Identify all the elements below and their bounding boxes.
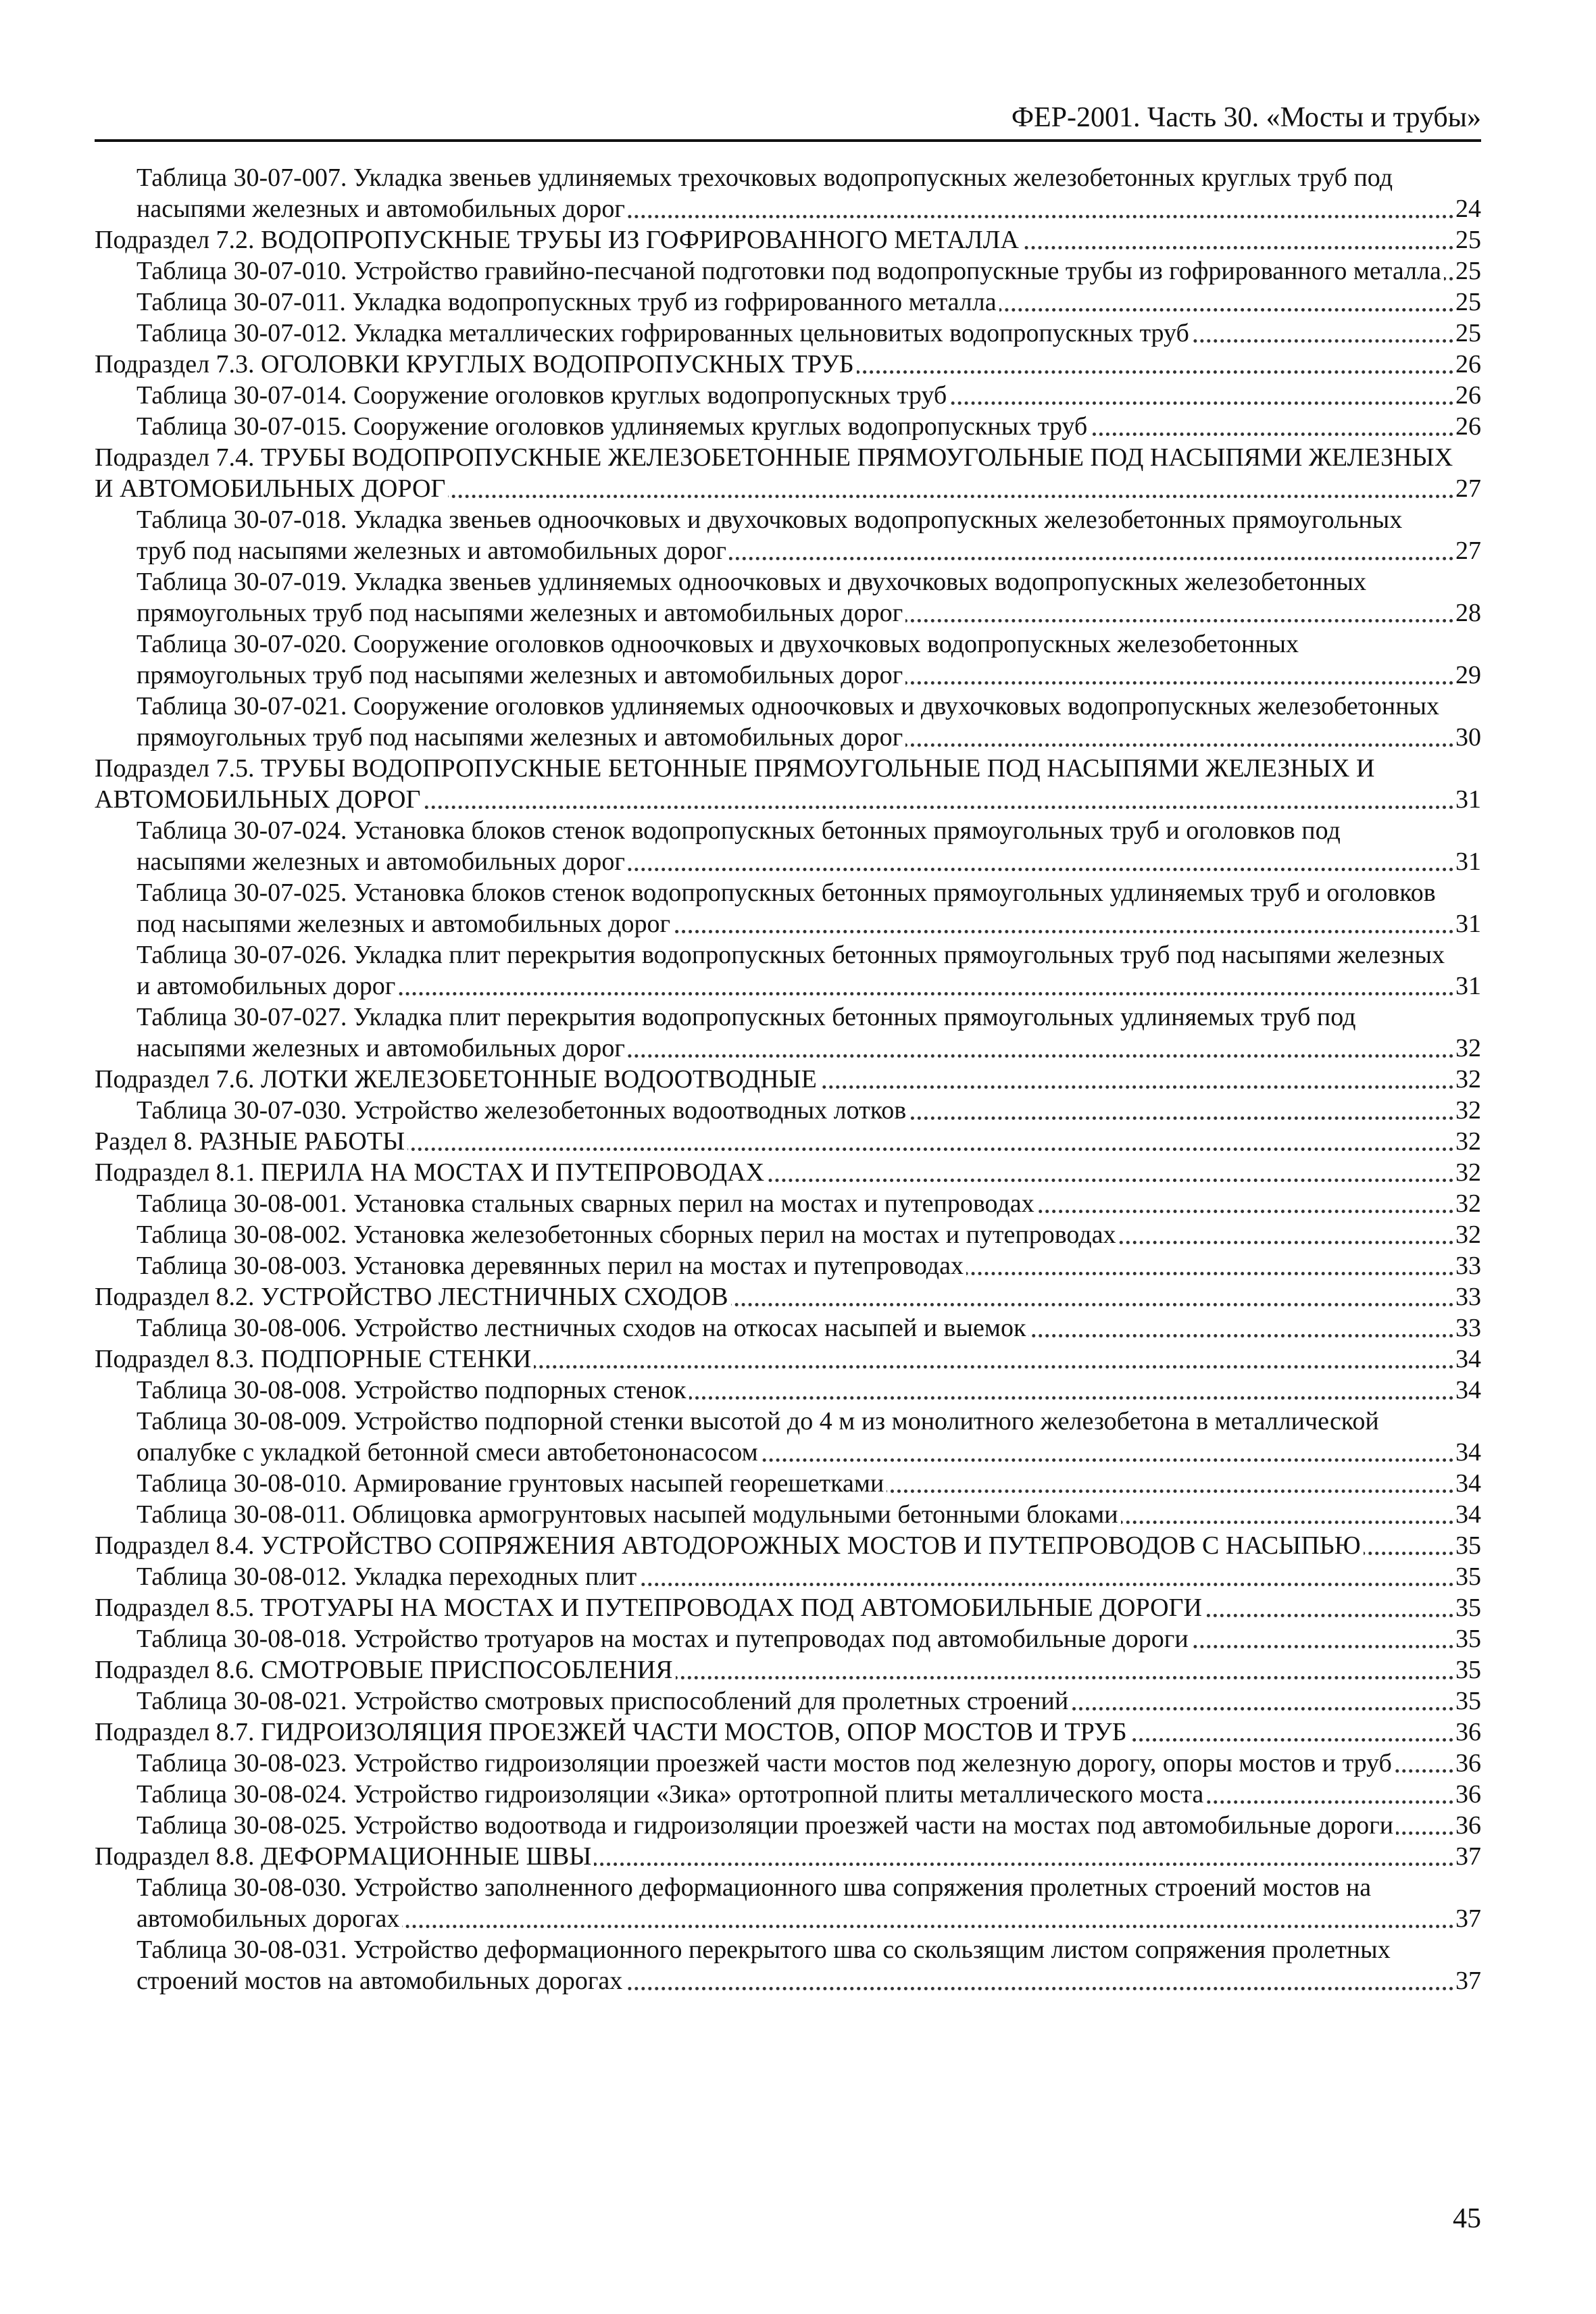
toc-entry-text-wrap — [95, 1344, 1454, 1375]
toc-entry-page: 35 — [1455, 1562, 1481, 1591]
toc-table-entry — [95, 1872, 1481, 1934]
toc-entry-title: Таблица 30-07-026. Укладка плит перекрытия водопропускных бетонных прямоугольных труб под насыпями железных и автомобильных дорог — [136, 941, 1445, 1000]
toc-entry-text-wrap — [136, 162, 1454, 224]
toc-table-entry — [95, 1095, 1481, 1126]
toc-entry-title: Таблица 30-07-010. Устройство гравийно-песчаной подготовки под водопропускные трубы из гофрированного металла — [136, 257, 1444, 285]
toc-section-entry — [95, 1064, 1481, 1095]
toc-table-entry — [95, 1406, 1481, 1468]
toc-section-entry — [95, 1126, 1481, 1157]
toc-entry-title: Таблица 30-08-023. Устройство гидроизоляции проезжей части мостов под железную дорогу, опоры мостов и труб — [136, 1749, 1395, 1777]
toc-entry-title: Таблица 30-07-007. Укладка звеньев удлиняемых трехочковых водопропускных железобетонных круглых труб под насыпями железных и автомобильных дорог — [136, 164, 1393, 223]
toc-entry-title: Таблица 30-08-002. Установка железобетонных сборных перил на мостах и путепроводах — [136, 1221, 1119, 1249]
toc-entry-title: Подраздел 7.6. ЛОТКИ ЖЕЛЕЗОБЕТОННЫЕ ВОДООТВОДНЫЕ — [95, 1065, 820, 1093]
toc-entry-page: 35 — [1455, 1625, 1481, 1653]
toc-entry-title: Таблица 30-07-021. Сооружение оголовков удлиняемых одноочковых и двухочковых водопропускных железобетонных прямоугольных труб под насыпями железных и автомобильных дорог — [136, 692, 1440, 752]
toc-entry-page: 36 — [1455, 1811, 1481, 1840]
toc-entry-text-wrap — [136, 1685, 1454, 1717]
toc-entry-page: 34 — [1455, 1345, 1481, 1373]
toc-entry-text-wrap — [136, 287, 1454, 318]
toc-entry-title: Подраздел 7.3. ОГОЛОВКИ КРУГЛЫХ ВОДОПРОПУСКНЫХ ТРУБ — [95, 350, 857, 378]
toc-entry-text-wrap — [136, 504, 1454, 566]
toc-entry-text-wrap — [95, 224, 1454, 255]
toc-entry-page: 32 — [1455, 1127, 1481, 1156]
toc-table-entry — [95, 1623, 1481, 1654]
toc-table-entry — [95, 162, 1481, 224]
toc-section-entry — [95, 349, 1481, 380]
toc-entry-title: Таблица 30-07-011. Укладка водопропускных труб из гофрированного металла — [136, 288, 999, 316]
page-number: 45 — [1453, 2203, 1481, 2234]
toc-entry-title: Таблица 30-07-024. Установка блоков стенок водопропускных бетонных прямоугольных труб и оголовков под насыпями железных и автомобильных дорог — [136, 816, 1341, 876]
toc-entry-page: 27 — [1455, 537, 1481, 565]
toc-table-entry — [95, 1748, 1481, 1779]
toc-section-entry — [95, 1157, 1481, 1188]
toc-entry-page: 35 — [1455, 1531, 1481, 1560]
header-rule — [95, 139, 1481, 142]
toc-entry-title: Таблица 30-08-024. Устройство гидроизоляции «Зика» ортотропной плиты металлического моста — [136, 1780, 1206, 1808]
toc-entry-text-wrap — [136, 691, 1454, 753]
toc-table-entry — [95, 1375, 1481, 1406]
toc-entry-page: 31 — [1455, 910, 1481, 938]
toc-entry-text-wrap — [136, 318, 1454, 349]
toc-entry-page: 36 — [1455, 1749, 1481, 1777]
toc-entry-page: 32 — [1455, 1158, 1481, 1187]
toc-entry-text-wrap — [136, 1779, 1454, 1810]
toc-entry-title: Таблица 30-07-014. Сооружение оголовков круглых водопропускных труб — [136, 381, 949, 410]
toc-entry-text-wrap — [95, 1126, 1454, 1157]
toc-table-entry — [95, 1312, 1481, 1344]
toc-entry-page: 31 — [1455, 785, 1481, 814]
toc-entry-text-wrap — [95, 349, 1454, 380]
toc-entry-text-wrap — [95, 1157, 1454, 1188]
toc-entry-title: Таблица 30-08-030. Устройство заполненного деформационного шва сопряжения пролетных строений мостов на автомобильных дорогах — [136, 1873, 1372, 1933]
toc-entry-page: 25 — [1455, 319, 1481, 347]
toc-entry-text-wrap — [136, 1188, 1454, 1219]
toc-entry-text-wrap — [136, 1375, 1454, 1406]
toc-entry-page: 25 — [1455, 226, 1481, 254]
toc-section-entry — [95, 442, 1481, 504]
toc-entry-title: Подраздел 7.2. ВОДОПРОПУСКНЫЕ ТРУБЫ ИЗ ГОФРИРОВАННОГО МЕТАЛЛА — [95, 226, 1022, 254]
toc-table-entry — [95, 1779, 1481, 1810]
toc-section-entry — [95, 1344, 1481, 1375]
toc-entry-title: Подраздел 8.3. ПОДПОРНЫЕ СТЕНКИ — [95, 1345, 534, 1373]
toc-table-entry — [95, 287, 1481, 318]
toc-table-entry — [95, 877, 1481, 939]
toc-entry-text-wrap — [136, 1872, 1454, 1934]
toc-entry-text-wrap — [136, 411, 1454, 442]
toc-entry-page: 32 — [1455, 1096, 1481, 1125]
toc-entry-page: 34 — [1455, 1438, 1481, 1467]
toc-entry-page: 34 — [1455, 1376, 1481, 1404]
toc-entry-text-wrap — [136, 1623, 1454, 1654]
toc-section-entry — [95, 1592, 1481, 1623]
toc-entry-page: 35 — [1455, 1594, 1481, 1622]
toc-entry-page: 25 — [1455, 288, 1481, 316]
toc-entry-page: 35 — [1455, 1656, 1481, 1684]
toc-entry-page: 36 — [1455, 1718, 1481, 1746]
toc-entry-text-wrap — [136, 255, 1454, 287]
toc-entry-text-wrap — [136, 939, 1454, 1002]
table-of-contents — [95, 162, 1481, 1996]
toc-entry-page: 30 — [1455, 723, 1481, 752]
toc-entry-text-wrap — [136, 1250, 1454, 1281]
toc-entry-page: 27 — [1455, 474, 1481, 503]
toc-table-entry — [95, 1810, 1481, 1841]
toc-entry-title: Таблица 30-07-012. Укладка металлических гофрированных цельновитых водопропускных труб — [136, 319, 1192, 347]
toc-entry-page: 28 — [1455, 599, 1481, 627]
toc-section-entry — [95, 1841, 1481, 1872]
toc-table-entry — [95, 380, 1481, 411]
toc-entry-title: Таблица 30-08-021. Устройство смотровых приспособлений для пролетных строений — [136, 1687, 1071, 1715]
toc-entry-page: 33 — [1455, 1314, 1481, 1342]
toc-entry-text-wrap — [136, 815, 1454, 877]
toc-entry-title: Таблица 30-08-018. Устройство тротуаров на мостах и путепроводах под автомобильные дороги — [136, 1625, 1191, 1653]
toc-entry-title: Таблица 30-07-020. Сооружение оголовков одноочковых и двухочковых водопропускных железобетонных прямоугольных труб под насыпями железных и автомобильных дорог — [136, 630, 1299, 689]
toc-table-entry — [95, 1188, 1481, 1219]
toc-entry-page: 37 — [1455, 1904, 1481, 1933]
toc-entry-text-wrap — [95, 1841, 1454, 1872]
toc-entry-text-wrap — [136, 1810, 1454, 1841]
toc-entry-text-wrap — [95, 1530, 1454, 1561]
toc-entry-title: Таблица 30-08-031. Устройство деформационного перекрытого шва со скользящим листом сопряжения пролетных строений мостов на автомобильных дорогах — [136, 1936, 1391, 1995]
toc-entry-text-wrap — [95, 1281, 1454, 1312]
toc-entry-page: 32 — [1455, 1034, 1481, 1062]
toc-table-entry — [95, 1468, 1481, 1499]
toc-entry-page: 32 — [1455, 1221, 1481, 1249]
running-header: ФЕР-2001. Часть 30. «Мосты и трубы» — [1011, 102, 1481, 133]
toc-entry-title: Подраздел 8.7. ГИДРОИЗОЛЯЦИЯ ПРОЕЗЖЕЙ ЧАСТИ МОСТОВ, ОПОР МОСТОВ И ТРУБ — [95, 1718, 1130, 1746]
toc-table-entry — [95, 411, 1481, 442]
toc-table-entry — [95, 1934, 1481, 1996]
toc-entry-page: 26 — [1455, 381, 1481, 410]
toc-entry-text-wrap — [136, 1219, 1454, 1250]
toc-entry-text-wrap — [136, 1406, 1454, 1468]
toc-entry-page: 36 — [1455, 1780, 1481, 1808]
toc-entry-title: Таблица 30-08-003. Установка деревянных перил на мостах и путепроводах — [136, 1252, 966, 1280]
toc-table-entry — [95, 318, 1481, 349]
toc-entry-page: 37 — [1455, 1842, 1481, 1871]
toc-entry-text-wrap — [136, 1312, 1454, 1344]
toc-entry-page: 24 — [1455, 195, 1481, 223]
toc-entry-text-wrap — [136, 1934, 1454, 1996]
toc-entry-page: 37 — [1455, 1967, 1481, 1995]
toc-table-entry — [95, 566, 1481, 629]
toc-table-entry — [95, 1685, 1481, 1717]
toc-entry-text-wrap — [136, 566, 1454, 629]
toc-entry-title: Подраздел 7.5. ТРУБЫ ВОДОПРОПУСКНЫЕ БЕТОННЫЕ ПРЯМОУГОЛЬНЫЕ ПОД НАСЫПЯМИ ЖЕЛЕЗНЫХ И АВТОМОБИЛЬНЫХ ДОРОГ — [95, 754, 1375, 814]
toc-entry-page: 29 — [1455, 661, 1481, 689]
toc-entry-title: Подраздел 8.6. СМОТРОВЫЕ ПРИСПОСОБЛЕНИЯ — [95, 1656, 676, 1684]
toc-entry-title: Подраздел 8.2. УСТРОЙСТВО ЛЕСТНИЧНЫХ СХОДОВ — [95, 1283, 731, 1311]
toc-entry-text-wrap — [136, 629, 1454, 691]
toc-entry-page: 31 — [1455, 972, 1481, 1000]
toc-entry-text-wrap — [95, 442, 1454, 504]
toc-entry-page: 31 — [1455, 847, 1481, 876]
toc-entry-text-wrap — [136, 1002, 1454, 1064]
toc-entry-page: 32 — [1455, 1065, 1481, 1093]
toc-entry-text-wrap — [95, 1592, 1454, 1623]
toc-entry-title: Таблица 30-08-001. Установка стальных сварных перил на мостах и путепроводах — [136, 1189, 1037, 1218]
toc-entry-title: Таблица 30-08-006. Устройство лестничных сходов на откосах насыпей и выемок — [136, 1314, 1028, 1342]
toc-entry-text-wrap — [136, 380, 1454, 411]
toc-entry-title: Таблица 30-07-015. Сооружение оголовков удлиняемых круглых водопропускных труб — [136, 412, 1090, 441]
toc-section-entry — [95, 224, 1481, 255]
toc-entry-title: Таблица 30-08-010. Армирование грунтовых насыпей георешетками — [136, 1469, 887, 1498]
toc-entry-title: Таблица 30-07-027. Укладка плит перекрытия водопропускных бетонных прямоугольных удлиняемых труб под насыпями железных и автомобильных дорог — [136, 1003, 1356, 1062]
toc-table-entry — [95, 504, 1481, 566]
toc-table-entry — [95, 1219, 1481, 1250]
toc-entry-text-wrap — [95, 1654, 1454, 1685]
toc-entry-title: Подраздел 7.4. ТРУБЫ ВОДОПРОПУСКНЫЕ ЖЕЛЕЗОБЕТОННЫЕ ПРЯМОУГОЛЬНЫЕ ПОД НАСЫПЯМИ ЖЕЛЕЗНЫХ И АВТОМОБИЛЬНЫХ ДОРОГ — [95, 443, 1453, 503]
toc-entry-page: 33 — [1455, 1252, 1481, 1280]
toc-table-entry — [95, 1499, 1481, 1530]
toc-table-entry — [95, 939, 1481, 1002]
toc-entry-title: Таблица 30-07-019. Укладка звеньев удлиняемых одноочковых и двухочковых водопропускных железобетонных прямоугольных труб под насыпями железных и автомобильных дорог — [136, 568, 1367, 627]
toc-table-entry — [95, 691, 1481, 753]
toc-entry-title: Таблица 30-08-025. Устройство водоотвода и гидроизоляции проезжей части на мостах под автомобильные дороги — [136, 1811, 1396, 1840]
toc-entry-page: 26 — [1455, 412, 1481, 441]
toc-section-entry — [95, 1717, 1481, 1748]
toc-entry-page: 26 — [1455, 350, 1481, 378]
toc-entry-title: Подраздел 8.5. ТРОТУАРЫ НА МОСТАХ И ПУТЕПРОВОДАХ ПОД АВТОМОБИЛЬНЫЕ ДОРОГИ — [95, 1594, 1205, 1622]
toc-section-entry — [95, 753, 1481, 815]
toc-entry-title: Таблица 30-08-009. Устройство подпорной стенки высотой до 4 м из монолитного железобетона в металлической опалубке с укладкой бетонной смеси автобетононасосом — [136, 1407, 1379, 1467]
toc-entry-title: Таблица 30-08-012. Укладка переходных плит — [136, 1562, 639, 1591]
toc-entry-text-wrap — [95, 1064, 1454, 1095]
toc-entry-text-wrap — [136, 877, 1454, 939]
toc-table-entry — [95, 1250, 1481, 1281]
toc-table-entry — [95, 629, 1481, 691]
toc-section-entry — [95, 1281, 1481, 1312]
toc-entry-title: Таблица 30-07-025. Установка блоков стенок водопропускных бетонных прямоугольных удлиняемых труб и оголовков под насыпями железных и автомобильных дорог — [136, 879, 1436, 938]
toc-entry-page: 34 — [1455, 1469, 1481, 1498]
toc-table-entry — [95, 1002, 1481, 1064]
toc-entry-title: Таблица 30-08-011. Облицовка армогрунтовых насыпей модульными бетонными блоками — [136, 1500, 1121, 1529]
toc-entry-text-wrap — [136, 1468, 1454, 1499]
toc-entry-text-wrap — [95, 753, 1454, 815]
toc-entry-title: Таблица 30-07-030. Устройство железобетонных водоотводных лотков — [136, 1096, 909, 1125]
toc-entry-title: Подраздел 8.1. ПЕРИЛА НА МОСТАХ И ПУТЕПРОВОДАХ — [95, 1158, 767, 1187]
toc-entry-title: Подраздел 8.4. УСТРОЙСТВО СОПРЯЖЕНИЯ АВТОДОРОЖНЫХ МОСТОВ И ПУТЕПРОВОДОВ С НАСЫПЬЮ — [95, 1531, 1364, 1560]
toc-entry-title: Раздел 8. РАЗНЫЕ РАБОТЫ — [95, 1127, 407, 1156]
toc-entry-text-wrap — [136, 1095, 1454, 1126]
toc-entry-title: Подраздел 8.8. ДЕФОРМАЦИОННЫЕ ШВЫ — [95, 1842, 594, 1871]
toc-entry-page: 34 — [1455, 1500, 1481, 1529]
toc-section-entry — [95, 1654, 1481, 1685]
toc-entry-page: 25 — [1455, 257, 1481, 285]
toc-entry-page: 33 — [1455, 1283, 1481, 1311]
toc-entry-title: Таблица 30-08-008. Устройство подпорных стенок — [136, 1376, 689, 1404]
toc-section-entry — [95, 1530, 1481, 1561]
toc-entry-page: 35 — [1455, 1687, 1481, 1715]
toc-entry-text-wrap — [136, 1499, 1454, 1530]
toc-entry-text-wrap — [136, 1561, 1454, 1592]
toc-table-entry — [95, 1561, 1481, 1592]
toc-entry-text-wrap — [136, 1748, 1454, 1779]
toc-entry-title: Таблица 30-07-018. Укладка звеньев одноочковых и двухочковых водопропускных железобетонных прямоугольных труб под насыпями железных и автомобильных дорог — [136, 506, 1403, 565]
toc-entry-text-wrap — [95, 1717, 1454, 1748]
toc-table-entry — [95, 255, 1481, 287]
toc-entry-page: 32 — [1455, 1189, 1481, 1218]
toc-table-entry — [95, 815, 1481, 877]
